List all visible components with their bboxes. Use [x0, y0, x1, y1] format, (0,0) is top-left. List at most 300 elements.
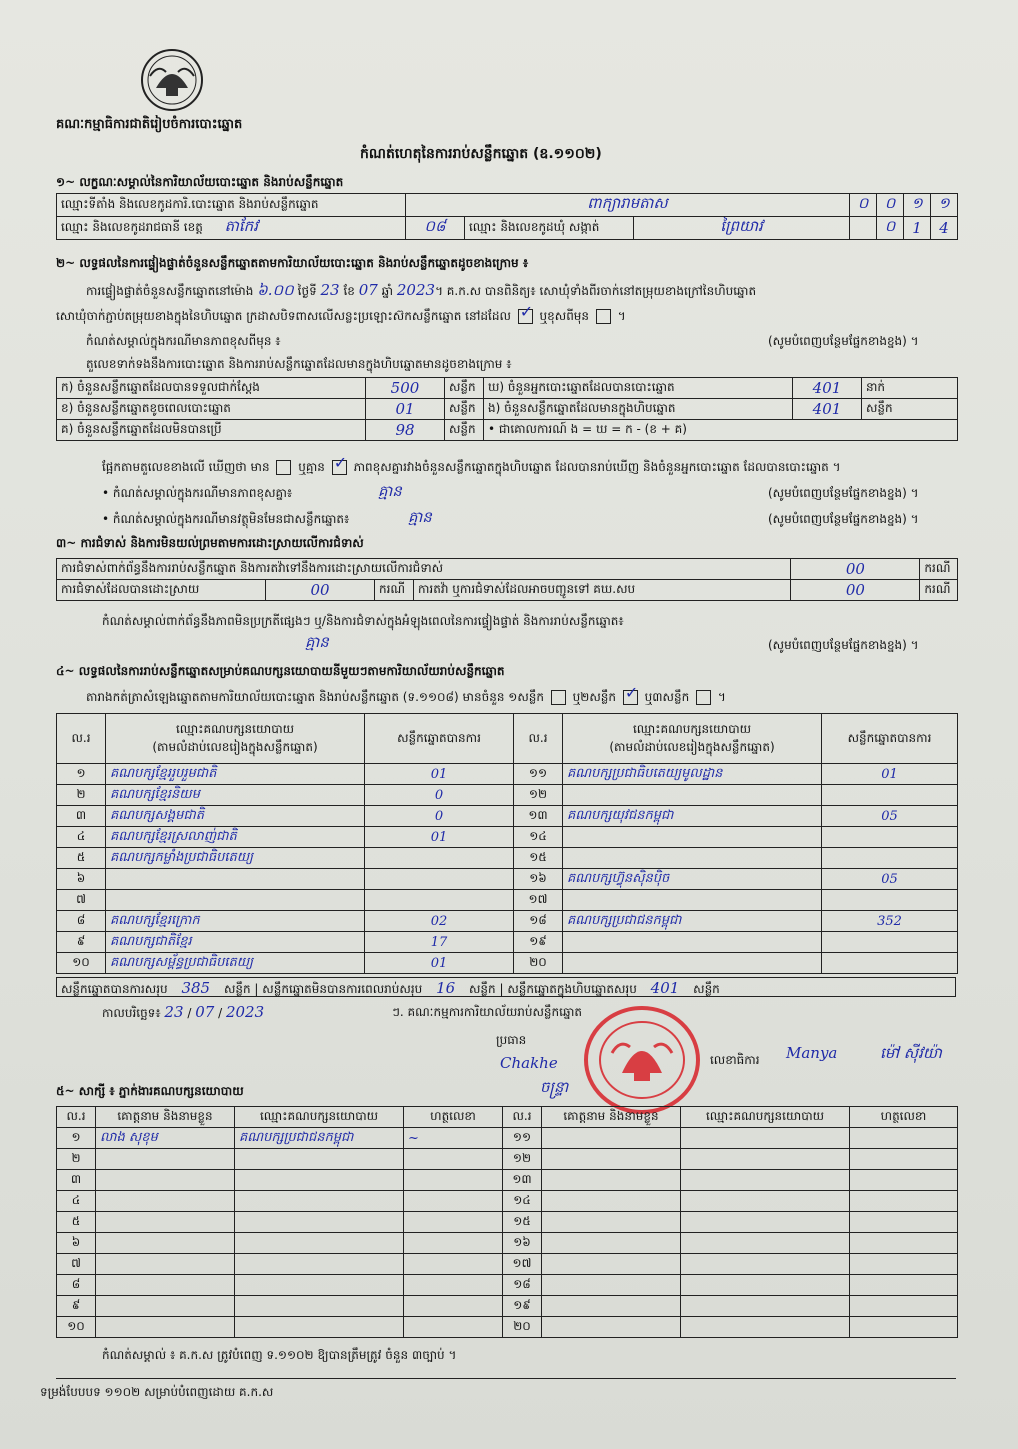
table-row [57, 932, 958, 953]
party-name[interactable]: គណបក្សកម្លាំងប្រជាធិបតេយ្យ [106, 848, 365, 869]
vote-row-no: ១៧ [514, 890, 563, 911]
vote-row-no: ១៦ [514, 869, 563, 890]
witness-row-no: ១៣ [503, 1170, 542, 1191]
vote-row-no: ២ [57, 785, 106, 806]
witness-party[interactable] [681, 1128, 850, 1149]
witness-party[interactable] [235, 1254, 404, 1275]
col-votes: សន្លឹកឆ្នោតបានការ [822, 714, 958, 764]
party-votes[interactable] [365, 848, 514, 869]
party-votes[interactable] [365, 890, 514, 911]
witness-table [56, 1106, 958, 1338]
witness-row-no: ១២ [503, 1149, 542, 1170]
witness-name[interactable] [542, 1212, 681, 1233]
vote-row-no: ៩ [57, 932, 106, 953]
one-sheet-checkbox[interactable] [551, 690, 566, 705]
table-row [57, 1296, 958, 1317]
unused-label: គ) ចំនួនសន្លឹកឆ្នោតដែលមិនបានប្រើ [57, 420, 366, 441]
col-name: គោត្តនាម និងនាមខ្លួន [542, 1107, 681, 1128]
received-value[interactable]: 500 [366, 378, 445, 399]
foreign-object-value[interactable]: គ្មាន [408, 508, 432, 526]
party-votes[interactable]: 01 [365, 827, 514, 848]
commune-code-digit[interactable]: 4 [931, 217, 958, 240]
party-name[interactable]: គណបក្សប្រជាជនកម្ពុជា [563, 911, 822, 932]
line1-rest: ។ គ.ក.ស បានពិនិត្យ៖ សោឃុំទាំងពីរចាក់នៅតម្រុយខាងក្រៅនៃហិបឆ្នោត [435, 284, 757, 298]
polling-station-name[interactable]: ពាក្យារាមតាស [406, 194, 850, 217]
sec2-line1 [86, 282, 756, 299]
witness-signature[interactable] [404, 1254, 503, 1275]
chair-label: ប្រធាន [496, 1033, 527, 1047]
votes-table [56, 713, 958, 974]
station-code-digit[interactable]: ១ [931, 194, 958, 217]
party-votes[interactable]: 05 [822, 806, 958, 827]
witness-name[interactable] [542, 1149, 681, 1170]
witness-row-no: ៤ [57, 1191, 96, 1212]
same-checkbox[interactable] [518, 309, 533, 324]
has-label: ផ្អែកតាមតួលេខខាងលើ ឃើញថា មាន [102, 460, 270, 474]
vote-row-no: ១២ [514, 785, 563, 806]
witness-signature[interactable] [850, 1254, 958, 1275]
sec2-figures-intro: តួលេខទាក់ទងនឹងការបោះឆ្នោត និងការរាប់សន្លឹកឆ្នោតដែលមានក្នុងហិបឆ្នោតមានដូចខាងក្រោម ៖ [86, 357, 512, 371]
party-name[interactable]: គណបក្សសម្ព័ន្ធប្រជាធិបតេយ្យ [106, 953, 365, 974]
party-votes[interactable]: 01 [365, 953, 514, 974]
station-code-digit[interactable]: ១ [904, 194, 931, 217]
page-title: កំណត់ហេតុនៃការរាប់សន្លឹកឆ្នោត (ឧ.១១០២) [360, 146, 602, 162]
table-row [57, 1233, 958, 1254]
party-votes[interactable]: 0 [365, 785, 514, 806]
witness-signature[interactable] [850, 1170, 958, 1191]
foreign-object-note: • កំណត់សម្គាល់ក្នុងករណីមានវត្ថុមិនមែនជាសន្លឹកឆ្នោត៖ [102, 512, 350, 526]
note-hint: (សូមបំពេញបន្ថែមផ្នែកខាងខ្នង) ។ [768, 486, 919, 500]
witness-signature[interactable] [404, 1149, 503, 1170]
witness-name[interactable] [542, 1128, 681, 1149]
vote-row-no: ១០ [57, 953, 106, 974]
table-row [57, 1191, 958, 1212]
unit: សន្លឹក [862, 399, 958, 420]
vote-row-no: ៥ [57, 848, 106, 869]
commission-name: គណៈកម្មាធិការជាតិរៀបចំការបោះឆ្នោត [56, 117, 243, 132]
witness-row-no: ១៥ [503, 1212, 542, 1233]
witness-party[interactable] [235, 1212, 404, 1233]
witness-signature[interactable] [404, 1233, 503, 1254]
witness-row-no: ១៦ [503, 1233, 542, 1254]
voters-label: ឃ) ចំនួនអ្នកបោះឆ្នោតដែលបានបោះឆ្នោត [484, 378, 793, 399]
discrepancy-note: • កំណត់សម្គាល់ក្នុងករណីមានភាពខុសគ្នា៖ [102, 486, 293, 500]
table-row [57, 890, 958, 911]
discrepancy-line [102, 459, 841, 475]
total-value[interactable]: 401 [650, 979, 680, 997]
witness-row-no: ៣ [57, 1170, 96, 1191]
witness-signature[interactable]: ~ [404, 1128, 503, 1149]
unit: នាក់ [862, 378, 958, 399]
witness-party[interactable] [235, 1296, 404, 1317]
footer-divider [56, 1378, 956, 1379]
party-name[interactable]: គណបក្សខ្មែរនិយម [106, 785, 365, 806]
date-label: កាលបរិច្ឆេទ៖ [102, 1006, 161, 1020]
sec2-note-hint: (សូមបំពេញបន្ថែមផ្នែកខាងខ្នង) ។ [768, 334, 919, 348]
party-votes[interactable] [822, 890, 958, 911]
sec5-heading: ៥~ សាក្សី ៖ ភ្នាក់ងារគណបក្សនយោបាយ [56, 1084, 244, 1098]
totals-row: សន្លឹកឆ្នោតបានការសរុប 385 សន្លឹក | សន្លឹកឆ្នោតមិនបានការពេលរាប់សរុប 16 សន្លឹក | សន្លឹកឆ្នោតក្នុងហិបឆ្នោតសរុប 401 សន្លឹក [56, 977, 956, 997]
unit: សន្លឹក [693, 982, 720, 996]
party-votes[interactable] [365, 869, 514, 890]
witness-party[interactable] [681, 1191, 850, 1212]
vote-row-no: ៨ [57, 911, 106, 932]
province-label-text: ឈ្មោះ និងលេខកូដរាជធានី ខេត្ត [61, 220, 203, 234]
table-row [57, 848, 958, 869]
vote-row-no: ៧ [57, 890, 106, 911]
witness-name[interactable] [542, 1233, 681, 1254]
invalid-value[interactable]: 16 [436, 979, 456, 997]
year-label: ឆ្នាំ [381, 284, 394, 298]
appeal-value[interactable]: 00 [791, 580, 920, 601]
witness-signature[interactable] [404, 1275, 503, 1296]
appeal-label: ការតវ៉ា ឬការជំទាស់ដែលអាចបញ្ជូនទៅ គឃ.សប [414, 580, 791, 601]
witness-row-no: ៦ [57, 1233, 96, 1254]
witness-party[interactable] [681, 1254, 850, 1275]
col-party: ឈ្មោះគណបក្សនយោបាយ [235, 1107, 404, 1128]
party-name[interactable]: គណបក្សខ្មែររួបរួមជាតិ [106, 764, 365, 785]
time-label: ការផ្ទៀងផ្ទាត់ចំនួនសន្លឹកឆ្នោតនៅម៉ោង [86, 284, 254, 298]
vote-row-no: ១៤ [514, 827, 563, 848]
sec1-table [56, 193, 958, 240]
form-footer: ទម្រង់បែបបទ ១១០២ សម្រាប់បំពេញដោយ គ.ក.ស [40, 1385, 274, 1399]
commune-name[interactable]: ព្រៃយាវ [634, 217, 850, 240]
witness-name[interactable] [96, 1149, 235, 1170]
party-name[interactable] [563, 890, 822, 911]
table-row [57, 1170, 958, 1191]
witness-party[interactable] [235, 1233, 404, 1254]
witness-signature[interactable] [404, 1170, 503, 1191]
spoiled-label: ខ) ចំនួនសន្លឹកឆ្នោតខូចពេលបោះឆ្នោត [57, 399, 366, 420]
date-month[interactable]: 07 [195, 1003, 215, 1021]
party-votes[interactable]: 02 [365, 911, 514, 932]
sec2-heading: ២~ លទ្ធផលនៃការផ្ទៀងផ្ទាត់ចំនួនសន្លឹកឆ្នោតតាមការិយាល័យបោះឆ្នោត និងរាប់សន្លឹកឆ្នោតដូចខាងក្រោម ៖ [56, 256, 529, 270]
month-value[interactable]: 07 [358, 281, 378, 299]
witness-party[interactable] [235, 1275, 404, 1296]
col-party-sub: (តាមលំដាប់លេខរៀងក្នុងសន្លឹកឆ្នោត) [609, 739, 775, 754]
commune-code-digit[interactable]: 1 [904, 217, 931, 240]
sec4-heading: ៤~ លទ្ធផលនៃការរាប់សន្លឹកឆ្នោតសម្រាប់គណបក្សនយោបាយនីមួយៗតាមការិយាល័យរាប់សន្លឹកឆ្នោត [56, 664, 505, 678]
party-name[interactable]: គណបក្សជាតិខ្មែរ [106, 932, 365, 953]
vote-row-no: ១៣ [514, 806, 563, 827]
secretary-name: ម៉ៅ ស៊ីវយ៉ា [880, 1044, 942, 1062]
witness-row-no: ១០ [57, 1317, 96, 1338]
col-no: ល.រ [503, 1107, 542, 1128]
party-votes[interactable]: 0 [365, 806, 514, 827]
irregularity-note: កំណត់សម្គាល់ពាក់ព័ន្ធនឹងភាពមិនប្រក្រតីផ្សេងៗ ឬ/និងការជំទាស់ក្នុងអំឡុងពេលនៃការផ្ទៀងផ្ទាត់ និងការរាប់សន្លឹកឆ្នោត៖ [102, 614, 624, 628]
unit: សន្លឹក [445, 420, 484, 441]
sec2-note-label: កំណត់សម្គាល់ក្នុងករណីមានភាពខុសពីមុន ៖ [86, 334, 281, 348]
secretary-signature: Manya [786, 1044, 838, 1062]
witness-row-no: ១៩ [503, 1296, 542, 1317]
party-name[interactable] [106, 890, 365, 911]
witness-row-no: ១៨ [503, 1275, 542, 1296]
case-unit: ករណី [375, 580, 414, 601]
figures-table [56, 377, 958, 441]
month-label: ខែ [343, 284, 355, 298]
witness-name[interactable]: លាង សុខុម [96, 1128, 235, 1149]
resolved-value[interactable]: 00 [266, 580, 375, 601]
chair-name: ចន្ទ្រា [540, 1078, 569, 1096]
party-votes[interactable]: 352 [822, 911, 958, 932]
sec1-heading: ១~ លក្ខណៈសម្គាល់នៃការិយាល័យបោះឆ្នោត និងរាប់សន្លឹកឆ្នោត [56, 175, 344, 189]
col-party: ឈ្មោះគណបក្សនយោបាយ [681, 1107, 850, 1128]
witness-name[interactable] [96, 1275, 235, 1296]
party-name[interactable]: គណបក្សខ្មែរក្រោក [106, 911, 365, 932]
three-sheet-label: ឬ៣សន្លឹក [644, 690, 690, 704]
party-name[interactable]: គណបក្សយុវជនកម្ពុជា [563, 806, 822, 827]
witness-signature[interactable] [850, 1128, 958, 1149]
discrepancy-note-value[interactable]: គ្មាន [378, 482, 402, 500]
station-code-digit[interactable]: ០ [850, 194, 877, 217]
table-row [57, 827, 958, 848]
date-day[interactable]: 23 [164, 1003, 184, 1021]
objection-value[interactable]: 00 [791, 559, 920, 580]
unit: សន្លឹក [445, 378, 484, 399]
party-votes[interactable]: 17 [365, 932, 514, 953]
party-name[interactable] [106, 869, 365, 890]
spoiled-value[interactable]: 01 [366, 399, 445, 420]
polling-station-label: ឈ្មោះទីតាំង និងលេខកូដការិ.បោះឆ្នោត និងរាប់សន្លឹកឆ្នោត [57, 194, 406, 217]
witness-name[interactable] [96, 1296, 235, 1317]
footnote: កំណត់សម្គាល់ ៖ គ.ក.ស ត្រូវបំពេញ ទ.១១០២ ឱ្យបានត្រឹមត្រូវ ចំនួន ៣ច្បាប់ ។ [102, 1348, 457, 1362]
table-row [57, 869, 958, 890]
col-votes: សន្លឹកឆ្នោតបានការ [365, 714, 514, 764]
col-no: ល.រ [57, 1107, 96, 1128]
col-party-title: ឈ្មោះគណបក្សនយោបាយ [175, 721, 295, 736]
vote-row-no: ២០ [514, 953, 563, 974]
table-row [57, 1212, 958, 1233]
witness-party[interactable] [235, 1317, 404, 1338]
witness-name[interactable] [542, 1275, 681, 1296]
col-sign: ហត្ថលេខា [404, 1107, 503, 1128]
unused-value[interactable]: 98 [366, 420, 445, 441]
witness-signature[interactable] [850, 1212, 958, 1233]
two-sheet-checkbox[interactable] [623, 690, 638, 705]
witness-party[interactable] [235, 1170, 404, 1191]
period: ។ [617, 309, 626, 323]
commune-label: ឈ្មោះ និងលេខកូដឃុំ សង្កាត់ [465, 217, 634, 240]
unit: សន្លឹក [445, 399, 484, 420]
witness-row-no: ១ [57, 1128, 96, 1149]
witness-signature[interactable] [404, 1296, 503, 1317]
in-box-value[interactable]: 401 [793, 399, 862, 420]
station-code-digit[interactable]: ០ [877, 194, 904, 217]
party-name[interactable]: គណបក្សខ្មែរស្រលាញ់ជាតិ [106, 827, 365, 848]
witness-name[interactable] [96, 1254, 235, 1275]
voters-value[interactable]: 401 [793, 378, 862, 399]
secretary-label: លេខាធិការ [710, 1053, 760, 1067]
witness-name[interactable] [542, 1317, 681, 1338]
witness-name[interactable] [96, 1191, 235, 1212]
party-name[interactable] [563, 932, 822, 953]
official-stamp-icon [582, 1005, 702, 1115]
note-hint: (សូមបំពេញបន្ថែមផ្នែកខាងខ្នង) ។ [768, 638, 919, 652]
vote-row-no: ១៨ [514, 911, 563, 932]
province-name[interactable]: តាកែវ [224, 217, 258, 235]
witness-row-no: ៧ [57, 1254, 96, 1275]
witness-row-no: ១៧ [503, 1254, 542, 1275]
witness-party[interactable] [681, 1170, 850, 1191]
witness-signature[interactable] [850, 1233, 958, 1254]
witness-name[interactable] [96, 1170, 235, 1191]
has-checkbox[interactable] [276, 460, 291, 475]
witness-name[interactable] [542, 1254, 681, 1275]
witness-signature[interactable] [404, 1191, 503, 1212]
unit: សន្លឹក [469, 982, 496, 996]
case-unit: ករណី [920, 559, 958, 580]
witness-name[interactable] [542, 1170, 681, 1191]
party-votes[interactable]: 01 [822, 764, 958, 785]
day-value[interactable]: 23 [320, 281, 340, 299]
formula: • ជាគោលការណ៍ ង = ឃ = ក - (ខ + គ) [484, 420, 958, 441]
witness-name[interactable] [96, 1317, 235, 1338]
resolved-label: ការជំទាស់ដែលបានដោះស្រាយ [57, 580, 266, 601]
witness-party[interactable] [235, 1149, 404, 1170]
party-votes[interactable] [822, 827, 958, 848]
witness-row-no: ៥ [57, 1212, 96, 1233]
witness-signature[interactable] [850, 1191, 958, 1212]
invalid-label: សន្លឹកឆ្នោតមិនបានការពេលរាប់សរុប [262, 982, 423, 996]
date-year[interactable]: 2023 [225, 1003, 265, 1021]
table-row [57, 1317, 958, 1338]
witness-row-no: ៩ [57, 1296, 96, 1317]
three-sheet-checkbox[interactable] [696, 690, 711, 705]
table-row [57, 764, 958, 785]
received-label: ក) ចំនួនសន្លឹកឆ្នោតដែលបានទទួលជាក់ស្តែង [57, 378, 366, 399]
party-name[interactable]: គណបក្សប្រជាធិបតេយ្យមូលដ្ឋាន [563, 764, 822, 785]
party-name[interactable]: គណបក្សហ៊្វុនស៊ិនប៉ិច [563, 869, 822, 890]
witness-party[interactable] [681, 1233, 850, 1254]
time-value[interactable]: ៦.០០ [257, 281, 294, 299]
two-sheet-label: ឬ២សន្លឹក [572, 690, 617, 704]
witness-row-no: ១៤ [503, 1191, 542, 1212]
table-row [57, 1149, 958, 1170]
party-votes[interactable] [822, 785, 958, 806]
vote-row-no: ១ [57, 764, 106, 785]
sheet-count-line [86, 689, 726, 705]
party-name[interactable] [563, 953, 822, 974]
party-name[interactable]: គណបក្សសង្គមជាតិ [106, 806, 365, 827]
date-line: កាលបរិច្ឆេទ៖ 23 / 07 / 2023 [102, 1003, 265, 1021]
witness-party[interactable] [681, 1317, 850, 1338]
party-name[interactable] [563, 785, 822, 806]
committee-label: ៗ. គណៈកម្មការការិយាល័យរាប់សន្លឹកឆ្នោត [392, 1005, 583, 1019]
chair-signature: Chakhe [500, 1054, 558, 1072]
objection-label: ការជំទាស់ពាក់ព័ន្ធនឹងការរាប់សន្លឹកឆ្នោត និងការតវ៉ាទៅនឹងការដោះស្រាយលើការជំទាស់ [57, 559, 791, 580]
table-row [57, 911, 958, 932]
unit: សន្លឹក [223, 982, 251, 996]
objection-table [56, 558, 958, 601]
table-row [57, 1128, 958, 1149]
witness-signature[interactable] [850, 1275, 958, 1296]
day-label: ថ្ងៃទី [297, 284, 317, 298]
witness-signature[interactable] [850, 1149, 958, 1170]
table-row [57, 953, 958, 974]
sec3-heading: ៣~ ការជំទាស់ និងការមិនយល់ព្រមតាមការដោះស្រាយលើការជំទាស់ [56, 536, 364, 550]
sum-value[interactable]: 385 [181, 979, 211, 997]
different-label: ឬខុសពីមុន [539, 309, 590, 323]
vote-row-no: ១៩ [514, 932, 563, 953]
case-unit: ករណី [920, 580, 958, 601]
witness-name[interactable] [96, 1233, 235, 1254]
witness-row-no: ១១ [503, 1128, 542, 1149]
col-name: គោត្តនាម និងនាមខ្លួន [96, 1107, 235, 1128]
seal-status-text: សោឃុំចាក់ភ្ជាប់តម្រុយខាងក្នុងនៃហិបឆ្នោត ក្រដាសបិទពាសលើសន្លះប្រឡោះស៊កសន្លឹកឆ្នោត នៅដដែល [56, 309, 511, 323]
vote-row-no: ១៥ [514, 848, 563, 869]
vote-row-no: ៣ [57, 806, 106, 827]
party-votes[interactable]: 05 [822, 869, 958, 890]
col-party-title: ឈ្មោះគណបក្សនយោបាយ [632, 721, 752, 736]
col-no: ល.រ [514, 714, 563, 764]
sheet-count-text: តារាងកត់ត្រាសំឡេងឆ្នោតតាមការិយាល័យបោះឆ្នោត និងរាប់សន្លឹកឆ្នោត (ទ.១១០៨) មានចំនួន ១សន្លឹក [86, 690, 544, 704]
sum-label: សន្លឹកឆ្នោតបានការសរុប [61, 982, 168, 996]
vote-row-no: ១១ [514, 764, 563, 785]
in-box-label: ង) ចំនួនសន្លឹកឆ្នោតដែលមានក្នុងហិបឆ្នោត [484, 399, 793, 420]
witness-party[interactable] [235, 1191, 404, 1212]
vote-row-no: ៦ [57, 869, 106, 890]
witness-name[interactable] [542, 1296, 681, 1317]
note-hint: (សូមបំពេញបន្ថែមផ្នែកខាងខ្នង) ។ [768, 512, 919, 526]
witness-signature[interactable] [850, 1296, 958, 1317]
nec-emblem-icon [136, 46, 208, 114]
period: ។ [717, 690, 726, 704]
witness-row-no: ២០ [503, 1317, 542, 1338]
province-label [57, 217, 406, 240]
witness-signature[interactable] [850, 1317, 958, 1338]
witness-party[interactable] [681, 1296, 850, 1317]
commune-code-blank [850, 217, 877, 240]
witness-party[interactable]: គណបក្សប្រជាជនកម្ពុជា [235, 1128, 404, 1149]
party-name[interactable] [563, 827, 822, 848]
table-row [57, 785, 958, 806]
witness-signature[interactable] [404, 1317, 503, 1338]
witness-name[interactable] [96, 1212, 235, 1233]
col-party [106, 714, 365, 764]
discrepancy-text: ភាពខុសគ្នារវាងចំនួនសន្លឹកឆ្នោតក្នុងហិបឆ្នោត ដែលបានរាប់ឃើញ និងចំនួនអ្នកបោះឆ្នោត ដែលបានបោះឆ្នោត ។ [353, 460, 841, 474]
witness-row-no: ៨ [57, 1275, 96, 1296]
witness-party[interactable] [681, 1275, 850, 1296]
col-no: ល.រ [57, 714, 106, 764]
col-party [563, 714, 822, 764]
witness-signature[interactable] [404, 1212, 503, 1233]
witness-name[interactable] [542, 1191, 681, 1212]
witness-party[interactable] [681, 1212, 850, 1233]
party-votes[interactable] [822, 848, 958, 869]
table-row [57, 1275, 958, 1296]
table-row [57, 1254, 958, 1275]
party-votes[interactable] [822, 932, 958, 953]
none-checkbox[interactable] [332, 460, 347, 475]
col-party-sub: (តាមលំដាប់លេខរៀងក្នុងសន្លឹកឆ្នោត) [152, 739, 318, 754]
party-votes[interactable]: 01 [365, 764, 514, 785]
province-code[interactable]: ០៨ [406, 217, 465, 240]
witness-party[interactable] [681, 1149, 850, 1170]
sec2-line2 [56, 308, 626, 324]
total-label: សន្លឹកឆ្នោតក្នុងហិបឆ្នោតសរុប [507, 982, 637, 996]
col-sign: ហត្ថលេខា [850, 1107, 958, 1128]
witness-row-no: ២ [57, 1149, 96, 1170]
commune-code-digit[interactable]: ០ [877, 217, 904, 240]
none-label: ឬគ្មាន [298, 460, 325, 474]
party-votes[interactable] [822, 953, 958, 974]
irregularity-value[interactable]: គ្មាន [305, 633, 329, 651]
table-row [57, 806, 958, 827]
vote-row-no: ៤ [57, 827, 106, 848]
party-name[interactable] [563, 848, 822, 869]
year-value[interactable]: 2023 [396, 281, 436, 299]
different-checkbox[interactable] [596, 309, 611, 324]
